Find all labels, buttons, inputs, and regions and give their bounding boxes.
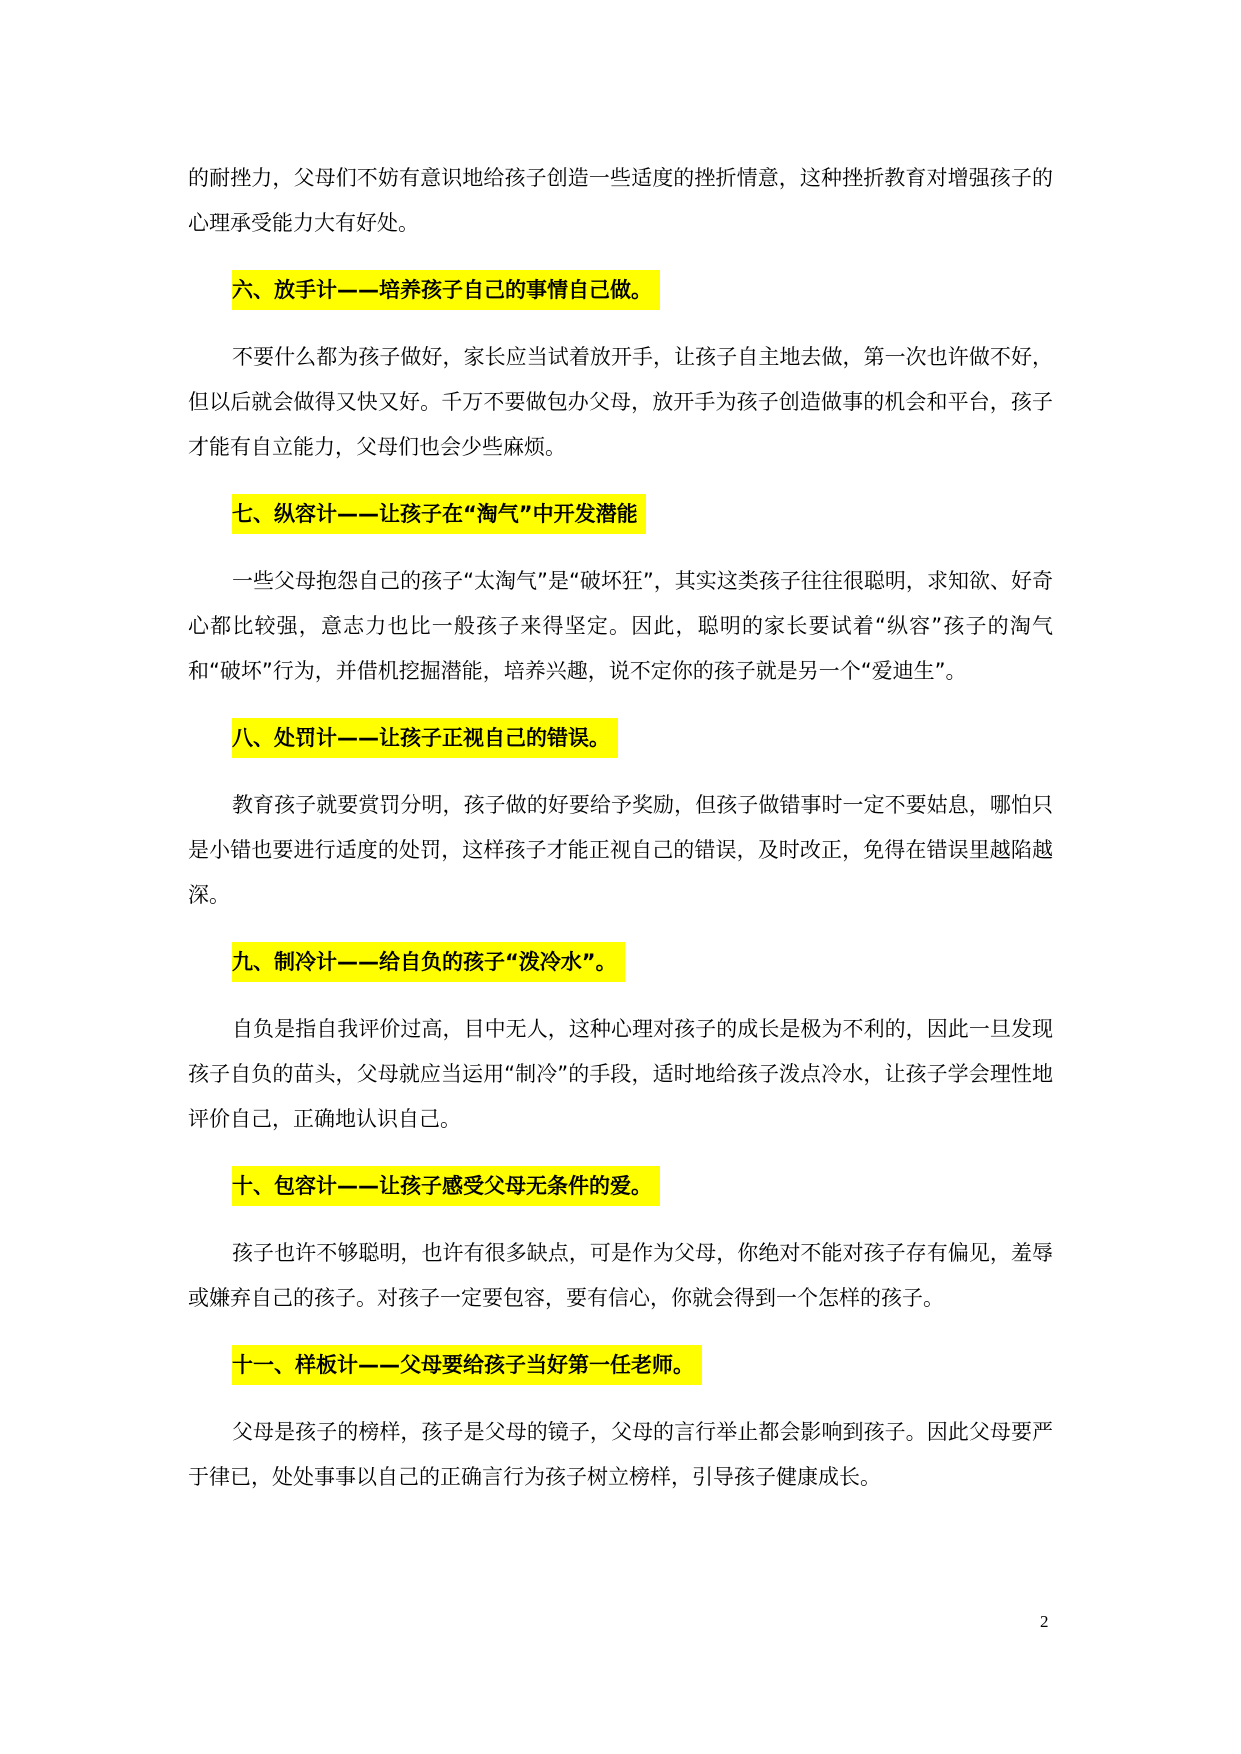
heading-highlight: 九、制冷计——给自负的孩子“泼冷水”。 bbox=[232, 942, 625, 982]
section-body-11: 父母是孩子的榜样，孩子是父母的镜子，父母的言行举止都会影响到孩子。因此父母要严于律已，处处事事以自己的正确言行为孩子树立榜样，引导孩子健康成长。 bbox=[188, 1420, 1053, 1489]
section-body-7: 一些父母抱怨自己的孩子“太淘气”是“破坏狂”，其实这类孩子往往很聪明，求知欲、好奇心都比较强，意志力也比一般孩子来得坚定。因此，聪明的家长要试着“纵容”孩子的淘气和“破坏”行为，并借机挖掘潜能，培养兴趣，说不定你的孩子就是另一个“爱迪生”。 bbox=[188, 569, 1053, 683]
section-heading-6 bbox=[188, 268, 1053, 313]
page-number: 2 bbox=[1040, 1612, 1049, 1631]
section-heading-8 bbox=[188, 716, 1053, 761]
heading-highlight: 七、纵容计——让孩子在“淘气”中开发潜能 bbox=[232, 494, 646, 534]
section-heading-11 bbox=[188, 1343, 1053, 1388]
page-content bbox=[188, 156, 1053, 1500]
section-heading-7 bbox=[188, 492, 1053, 537]
heading-highlight: 八、处罚计——让孩子正视自己的错误。 bbox=[232, 718, 618, 758]
section-body-9: 自负是指自我评价过高，目中无人，这种心理对孩子的成长是极为不利的，因此一旦发现孩子自负的苗头，父母就应当运用“制冷”的手段，适时地给孩子泼点冷水，让孩子学会理性地评价自己，正确地认识自己。 bbox=[188, 1017, 1053, 1131]
section-body-10: 孩子也许不够聪明，也许有很多缺点，可是作为父母，你绝对不能对孩子存有偏见，羞辱或嫌弃自己的孩子。对孩子一定要包容，要有信心，你就会得到一个怎样的孩子。 bbox=[188, 1241, 1053, 1310]
heading-highlight: 十一、样板计——父母要给孩子当好第一任老师。 bbox=[232, 1345, 702, 1385]
section-heading-10 bbox=[188, 1164, 1053, 1209]
intro-paragraph: 的耐挫力，父母们不妨有意识地给孩子创造一些适度的挫折情意，这种挫折教育对增强孩子的心理承受能力大有好处。 bbox=[188, 166, 1053, 235]
section-heading-9 bbox=[188, 940, 1053, 985]
section-body-6: 不要什么都为孩子做好，家长应当试着放开手，让孩子自主地去做，第一次也许做不好，但以后就会做得又快又好。千万不要做包办父母，放开手为孩子创造做事的机会和平台，孩子才能有自立能力，父母们也会少些麻烦。 bbox=[188, 345, 1053, 459]
heading-highlight: 六、放手计——培养孩子自己的事情自己做。 bbox=[232, 270, 660, 310]
heading-highlight: 十、包容计——让孩子感受父母无条件的爱。 bbox=[232, 1166, 660, 1206]
section-body-8: 教育孩子就要赏罚分明，孩子做的好要给予奖励，但孩子做错事时一定不要姑息，哪怕只是小错也要进行适度的处罚，这样孩子才能正视自己的错误，及时改正，免得在错误里越陷越深。 bbox=[188, 793, 1053, 907]
